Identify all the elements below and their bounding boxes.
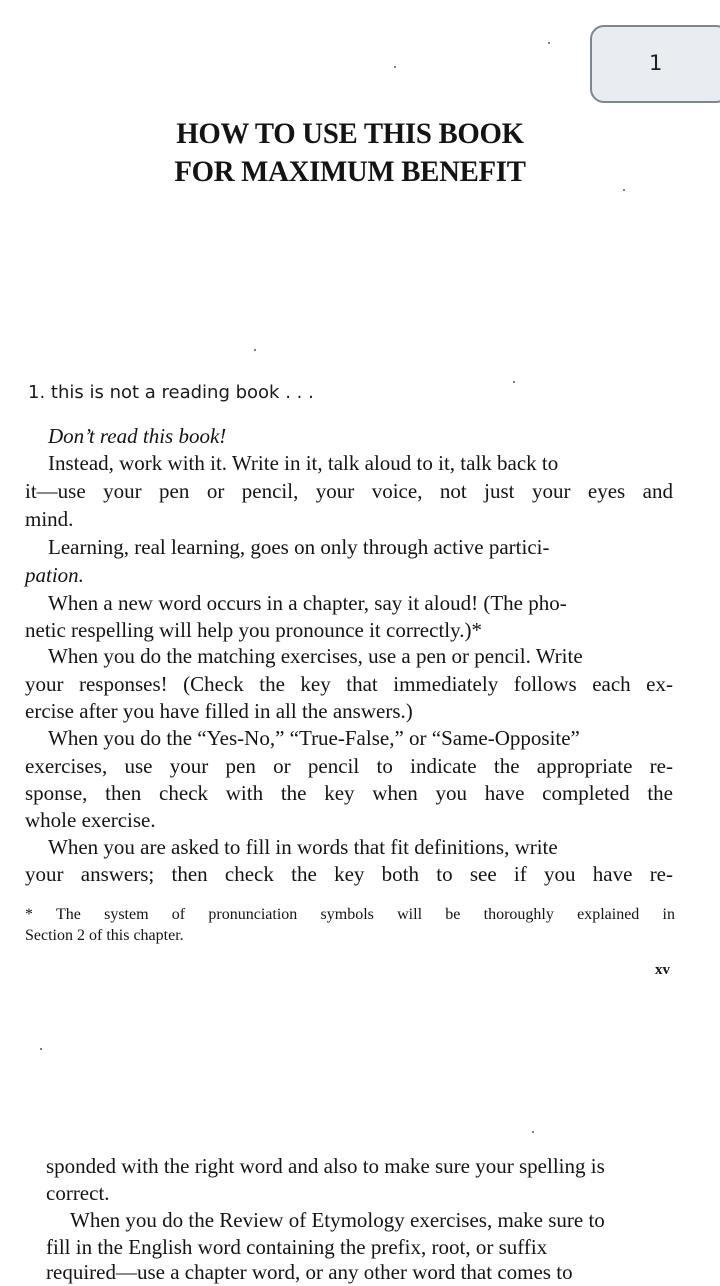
- scan-speck: [623, 189, 625, 191]
- body-line-11: ercise after you have filled in all the answers.): [25, 699, 413, 723]
- body-line-15: whole exercise.: [25, 808, 156, 832]
- next-page-line-1: sponded with the right word and also to make sure your spelling is: [46, 1154, 605, 1178]
- scan-speck: [532, 1131, 534, 1133]
- page-number: 1: [649, 51, 663, 75]
- body-line-16: When you are asked to fill in words that fit definitions, write: [48, 835, 558, 859]
- body-line-3: it—use your pen or pencil, your voice, not just your eyes and: [25, 479, 673, 503]
- section-heading: 1. this is not a reading book . . .: [28, 382, 314, 403]
- next-page-line-5: required—use a chapter word, or any other word that comes to: [46, 1260, 573, 1284]
- next-page-line-3: When you do the Review of Etymology exercises, make sure to: [70, 1208, 605, 1232]
- scan-speck: [40, 1048, 42, 1050]
- body-line-12: When you do the “Yes-No,” “True-False,” or “Same-Opposite”: [48, 726, 580, 750]
- scan-speck: [513, 381, 515, 383]
- scan-speck: [394, 66, 396, 68]
- next-page-line-4: fill in the English word containing the prefix, root, or suffix: [46, 1235, 548, 1259]
- scan-speck: [254, 349, 256, 351]
- body-line-8: netic respelling will help you pronounce it correctly.)*: [25, 618, 482, 642]
- body-line-2: Instead, work with it. Write in it, talk aloud to it, talk back to: [48, 451, 559, 475]
- body-line-17: your answers; then check the key both to see if you have re-: [25, 862, 673, 886]
- chapter-title-line-1: HOW TO USE THIS BOOK: [176, 117, 524, 150]
- folio: xv: [655, 962, 670, 978]
- body-line-13: exercises, use your pen or pencil to indicate the appropriate re-: [25, 754, 673, 778]
- body-line-4: mind.: [25, 507, 74, 531]
- body-line-5: Learning, real learning, goes on only through active partici-: [48, 535, 550, 559]
- body-line-14: sponse, then check with the key when you have completed the: [25, 781, 673, 805]
- footnote-line-2: Section 2 of this chapter.: [25, 927, 184, 944]
- page-number-badge[interactable]: [590, 25, 720, 103]
- body-line-6: pation.: [25, 563, 84, 587]
- next-page-line-2: correct.: [46, 1181, 110, 1205]
- scan-speck: [548, 42, 550, 44]
- chapter-title-line-2: FOR MAXIMUM BENEFIT: [174, 155, 526, 188]
- body-line-9: When you do the matching exercises, use a pen or pencil. Write: [48, 644, 583, 668]
- body-line-7: When a new word occurs in a chapter, say it aloud! (The pho-: [48, 591, 567, 615]
- footnote-line-1: * The system of pronunciation symbols will be thoroughly explained in: [25, 906, 675, 923]
- body-line-10: your responses! (Check the key that immediately follows each ex-: [25, 672, 673, 696]
- body-line-1: Don’t read this book!: [48, 424, 227, 448]
